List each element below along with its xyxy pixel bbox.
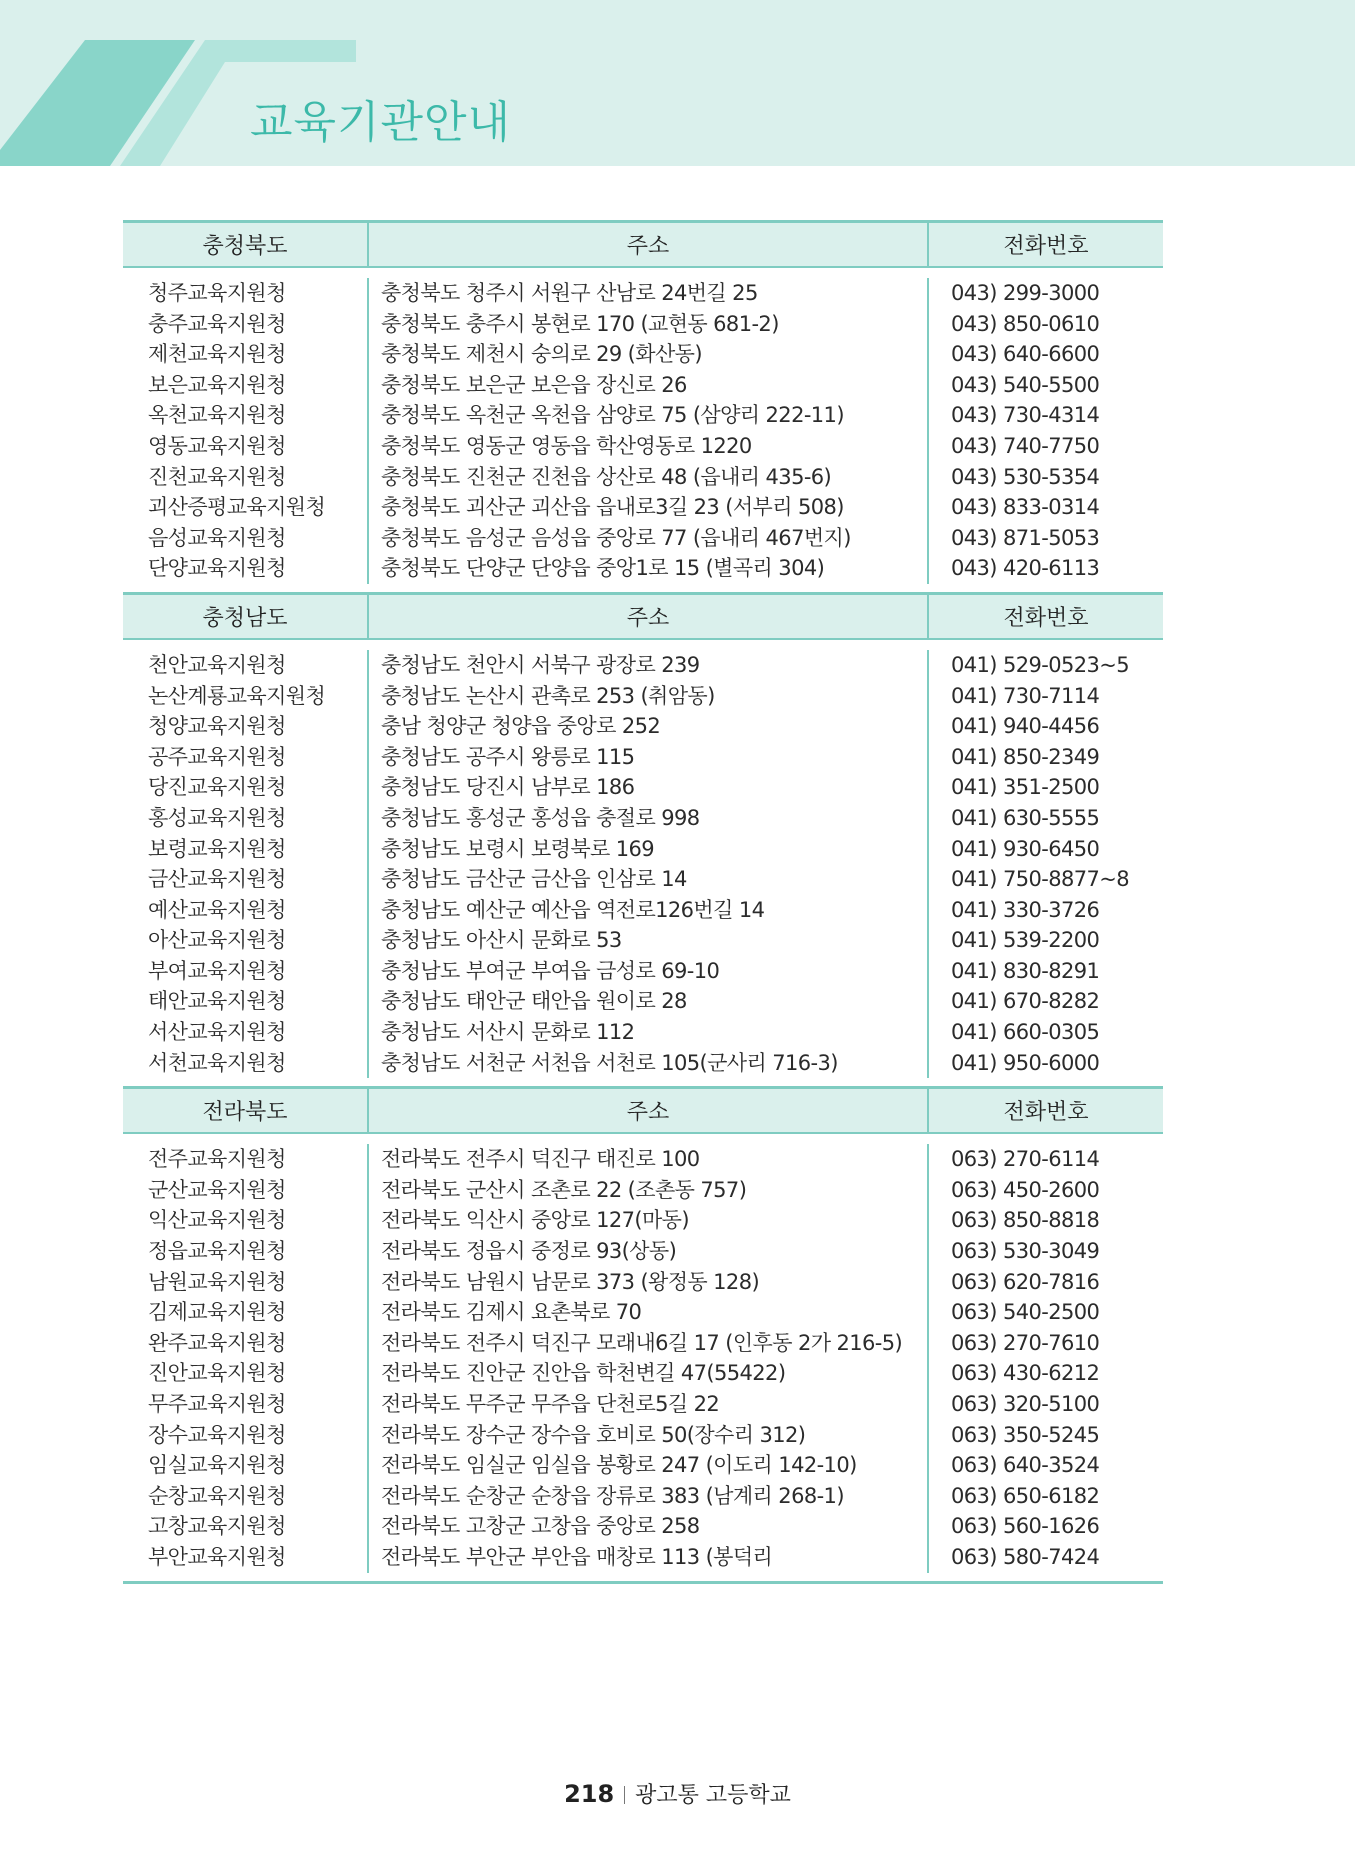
office-phone: 043) 740-7750 <box>951 433 1100 458</box>
region-header: 전라북도 <box>202 1100 288 1126</box>
office-phone: 041) 750-8877~8 <box>951 867 1130 892</box>
office-address: 충청남도 서산시 문화로 112 <box>381 1020 635 1045</box>
office-address: 충청북도 보은군 보은읍 장신로 26 <box>381 372 687 397</box>
office-address: 충청남도 금산군 금산읍 인삼로 14 <box>381 867 687 892</box>
office-name: 부여교육지원청 <box>148 958 286 983</box>
office-address: 충청남도 천안시 서북구 광장로 239 <box>381 652 700 677</box>
office-address: 전라북도 정읍시 중정로 93(상동) <box>381 1239 677 1264</box>
education-office-table <box>123 220 1163 1584</box>
office-phone: 063) 560-1626 <box>951 1514 1100 1539</box>
office-phone: 043) 640-6600 <box>951 342 1100 367</box>
office-address: 전라북도 고창군 고창읍 중앙로 258 <box>381 1514 700 1539</box>
name-column <box>123 278 367 584</box>
office-phone: 063) 450-2600 <box>951 1177 1100 1202</box>
office-address: 충청북도 진천군 진천읍 상산로 48 (읍내리 435-6) <box>381 464 832 489</box>
footer-divider <box>624 1786 625 1804</box>
office-name: 보은교육지원청 <box>148 372 286 397</box>
office-name: 순창교육지원청 <box>148 1483 286 1508</box>
office-name: 완주교육지원청 <box>148 1330 286 1355</box>
office-address: 충청남도 논산시 관촉로 253 (취암동) <box>381 683 715 708</box>
office-name: 논산계룡교육지원청 <box>148 683 326 708</box>
office-phone: 043) 850-0610 <box>951 311 1100 336</box>
office-phone: 063) 650-6182 <box>951 1483 1100 1508</box>
page-number: 218 <box>564 1780 615 1808</box>
office-address: 충청남도 공주시 왕릉로 115 <box>381 744 635 769</box>
office-name: 천안교육지원청 <box>148 652 286 677</box>
section-header-row <box>123 1086 1163 1134</box>
office-phone: 041) 630-5555 <box>951 805 1100 830</box>
office-name: 고창교육지원청 <box>148 1514 286 1539</box>
addr-column <box>367 278 927 584</box>
office-phone: 043) 871-5053 <box>951 525 1100 550</box>
office-phone: 063) 530-3049 <box>951 1239 1100 1264</box>
office-phone: 043) 730-4314 <box>951 403 1100 428</box>
office-address: 충남 청양군 청양읍 중앙로 252 <box>381 714 661 739</box>
phone-column <box>927 1144 1163 1572</box>
office-address: 충청북도 영동군 영동읍 학산영동로 1220 <box>381 433 752 458</box>
office-phone: 063) 540-2500 <box>951 1300 1100 1325</box>
office-address: 충청남도 보령시 보령북로 169 <box>381 836 655 861</box>
office-address: 충청남도 부여군 부여읍 금성로 69-10 <box>381 958 720 983</box>
section-body <box>123 640 1163 1086</box>
office-name: 부안교육지원청 <box>148 1544 286 1569</box>
office-name: 남원교육지원청 <box>148 1269 286 1294</box>
office-address: 충청북도 단양군 단양읍 중앙1로 15 (별곡리 304) <box>381 556 825 581</box>
book-title: 광고통 고등학교 <box>635 1783 791 1808</box>
office-phone: 063) 430-6212 <box>951 1361 1100 1386</box>
office-name: 무주교육지원청 <box>148 1392 286 1416</box>
section-body <box>123 268 1163 592</box>
phone-column <box>927 650 1163 1078</box>
office-address: 충청남도 홍성군 홍성읍 충절로 998 <box>381 805 700 830</box>
page-footer <box>0 1778 1355 1809</box>
office-address: 전라북도 진안군 진안읍 학천변길 47(55422) <box>381 1361 786 1386</box>
office-phone: 063) 350-5245 <box>951 1422 1100 1447</box>
office-address: 충청북도 제천시 숭의로 29 (화산동) <box>381 342 702 367</box>
region-section <box>123 592 1163 1086</box>
addr-column <box>367 1144 927 1572</box>
table-bottom-rule <box>123 1581 1163 1584</box>
office-phone: 043) 530-5354 <box>951 464 1100 489</box>
office-address: 충청북도 충주시 봉현로 170 (교현동 681-2) <box>381 311 779 336</box>
office-name: 당진교육지원청 <box>148 775 286 800</box>
office-name: 진천교육지원청 <box>148 464 286 489</box>
office-address: 충청남도 예산군 예산읍 역전로126번길 14 <box>381 897 765 922</box>
office-address: 전라북도 임실군 임실읍 봉황로 247 (이도리 142-10) <box>381 1453 857 1478</box>
phone-column <box>927 278 1163 584</box>
office-name: 예산교육지원청 <box>148 897 286 922</box>
section-header-row <box>123 592 1163 640</box>
office-name: 김제교육지원청 <box>148 1300 286 1325</box>
office-name: 진안교육지원청 <box>148 1361 286 1386</box>
office-name: 전주교육지원청 <box>148 1147 286 1172</box>
office-phone: 041) 830-8291 <box>951 958 1100 983</box>
section-body <box>123 1134 1163 1580</box>
region-section <box>123 1086 1163 1580</box>
address-header: 주소 <box>367 595 927 638</box>
office-name: 단양교육지원청 <box>148 556 286 581</box>
office-name: 장수교육지원청 <box>148 1422 286 1447</box>
office-name: 정읍교육지원청 <box>148 1239 286 1264</box>
office-phone: 041) 330-3726 <box>951 897 1100 922</box>
office-address: 전라북도 익산시 중앙로 127(마동) <box>381 1208 689 1233</box>
office-address: 충청남도 태안군 태안읍 원이로 28 <box>381 989 687 1014</box>
office-name: 보령교육지원청 <box>148 836 286 861</box>
office-address: 전라북도 무주군 무주읍 단천로5길 22 <box>381 1392 720 1416</box>
office-name: 금산교육지원청 <box>148 867 286 892</box>
office-name: 서천교육지원청 <box>148 1050 286 1075</box>
name-column <box>123 650 367 1078</box>
office-phone: 041) 529-0523~5 <box>951 652 1130 677</box>
office-name: 제천교육지원청 <box>148 342 286 367</box>
office-address: 전라북도 부안군 부안읍 매창로 113 (봉덕리 <box>381 1544 773 1569</box>
office-address: 충청남도 당진시 남부로 186 <box>381 775 635 800</box>
office-phone: 041) 930-6450 <box>951 836 1100 861</box>
section-header-row <box>123 220 1163 268</box>
office-phone: 063) 640-3524 <box>951 1453 1100 1478</box>
office-phone: 041) 940-4456 <box>951 714 1100 739</box>
office-name: 익산교육지원청 <box>148 1208 286 1233</box>
office-name: 괴산증평교육지원청 <box>148 495 326 520</box>
office-phone: 041) 730-7114 <box>951 683 1100 708</box>
office-address: 전라북도 전주시 덕진구 모래내6길 17 (인후동 2가 216-5) <box>381 1330 903 1355</box>
addr-column <box>367 650 927 1078</box>
office-phone: 041) 660-0305 <box>951 1020 1100 1045</box>
phone-header: 전화번호 <box>927 1089 1163 1132</box>
office-address: 전라북도 군산시 조촌로 22 (조촌동 757) <box>381 1177 747 1202</box>
office-address: 전라북도 장수군 장수읍 호비로 50(장수리 312) <box>381 1422 806 1447</box>
office-phone: 043) 833-0314 <box>951 495 1100 520</box>
office-address: 충청남도 아산시 문화로 53 <box>381 928 622 953</box>
office-phone: 063) 270-7610 <box>951 1330 1100 1355</box>
office-phone: 063) 270-6114 <box>951 1147 1100 1172</box>
office-phone: 041) 539-2200 <box>951 928 1100 953</box>
office-name: 공주교육지원청 <box>148 744 286 769</box>
office-phone: 041) 850-2349 <box>951 744 1100 769</box>
office-name: 서산교육지원청 <box>148 1020 286 1045</box>
office-name: 홍성교육지원청 <box>148 805 286 830</box>
office-name: 군산교육지원청 <box>148 1177 286 1202</box>
office-phone: 041) 950-6000 <box>951 1050 1100 1075</box>
office-name: 충주교육지원청 <box>148 311 286 336</box>
office-name: 태안교육지원청 <box>148 989 286 1014</box>
address-header: 주소 <box>367 223 927 266</box>
office-phone: 041) 670-8282 <box>951 989 1100 1014</box>
phone-header: 전화번호 <box>927 595 1163 638</box>
office-address: 충청북도 옥천군 옥천읍 삼양로 75 (삼양리 222-11) <box>381 403 844 428</box>
office-address: 전라북도 전주시 덕진구 태진로 100 <box>381 1147 700 1172</box>
office-phone: 063) 320-5100 <box>951 1392 1100 1416</box>
phone-header: 전화번호 <box>927 223 1163 266</box>
office-phone: 063) 620-7816 <box>951 1269 1100 1294</box>
region-header: 충청남도 <box>202 605 288 631</box>
office-address: 전라북도 순창군 순창읍 장류로 383 (남계리 268-1) <box>381 1483 844 1508</box>
office-address: 충청북도 괴산군 괴산읍 읍내로3길 23 (서부리 508) <box>381 495 844 520</box>
office-phone: 043) 540-5500 <box>951 372 1100 397</box>
office-phone: 063) 580-7424 <box>951 1544 1100 1569</box>
name-column <box>123 1144 367 1572</box>
office-name: 영동교육지원청 <box>148 433 286 458</box>
region-header: 충청북도 <box>202 234 288 259</box>
region-section <box>123 220 1163 592</box>
office-address: 충청북도 음성군 음성읍 중앙로 77 (읍내리 467번지) <box>381 525 851 550</box>
office-phone: 043) 420-6113 <box>951 556 1100 581</box>
office-name: 청양교육지원청 <box>148 714 286 739</box>
office-address: 전라북도 김제시 요촌북로 70 <box>381 1300 642 1325</box>
office-name: 옥천교육지원청 <box>148 403 286 428</box>
office-name: 임실교육지원청 <box>148 1453 286 1478</box>
office-name: 아산교육지원청 <box>148 928 286 953</box>
address-header: 주소 <box>367 1089 927 1132</box>
office-address: 전라북도 남원시 남문로 373 (왕정동 128) <box>381 1269 760 1294</box>
office-address: 충청북도 청주시 서원구 산남로 24번길 25 <box>381 281 758 305</box>
office-phone: 041) 351-2500 <box>951 775 1100 800</box>
office-phone: 063) 850-8818 <box>951 1208 1100 1233</box>
office-name: 청주교육지원청 <box>148 281 286 305</box>
office-address: 충청남도 서천군 서천읍 서천로 105(군사리 716-3) <box>381 1050 838 1075</box>
office-phone: 043) 299-3000 <box>951 281 1100 305</box>
page-title: 교육기관안내 <box>250 97 512 148</box>
office-name: 음성교육지원청 <box>148 525 286 550</box>
